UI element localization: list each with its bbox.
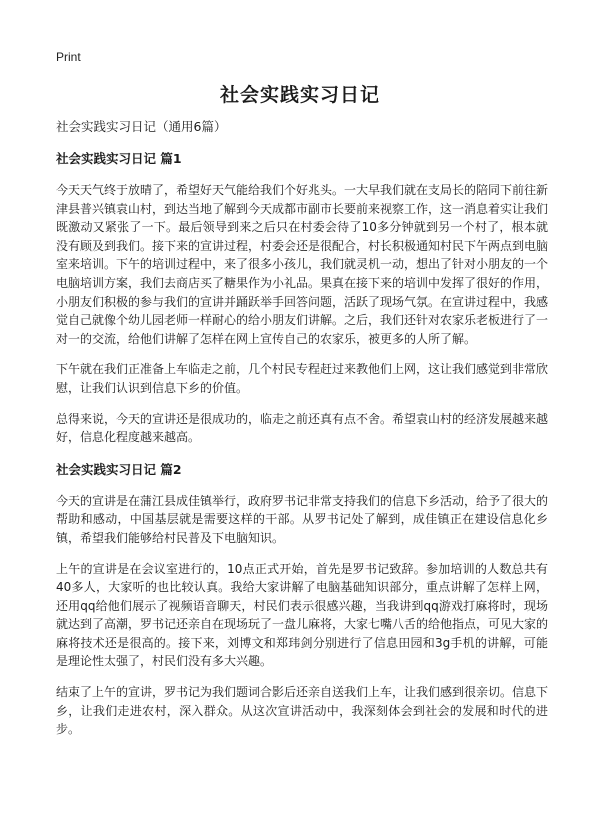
paragraph: 总得来说，今天的宣讲还是很成功的，临走之前还真有点不舍。希望袁山村的经济发展越来越好，信息化程度越来越高。 (56, 411, 549, 445)
paragraph: 上午的宣讲是在会议室进行的，10点正式开始，首先是罗书记致辞。参加培训的人数总共有40多人，大家听的也比较认真。我给大家讲解了电脑基础知识部分，重点讲解了怎样上网，还用qq给他们展示了视频语音聊天，村民们表示很感兴趣，当我讲到qq游戏打麻将时，现场就达到了高潮，罗书记还亲自在现场玩了一盘儿麻将，大家七嘴八舌的给他指点，可见大家的麻将技术还是很高的。接下来，刘博文和郑玮剑分别进行了信息田园和3g手机的讲解，可能是理论性太强了，村民们没有多大兴趣。 (56, 561, 549, 669)
document-title: 社会实践实习日记 (219, 84, 380, 106)
paragraph: 结束了上午的宣讲，罗书记为我们题词合影后还亲自送我们上车，让我们感到很亲切。信息下乡，让我们走进农村，深入群众。从这次宣讲活动中，我深刻体会到社会的发展和时代的进步。 (56, 685, 549, 737)
paragraph: 下午就在我们正准备上车临走之前，几个村民专程赶过来教他们上网，这让我们感觉到非常欣慰，让我们认识到信息下乡的价值。 (56, 362, 549, 395)
paragraph: 今天天气终于放晴了，希望好天气能给我们个好兆头。一大早我们就在支局长的陪同下前往新津县普兴镇袁山村，到达当地了解到今天成都市副市长要前来视察工作，这一消息着实让我们既激动又紧张了一下。最后领导到来之后只在村委会待了10多分钟就到另一个村了，根本就没有顾及到我们。接下来的宣讲过程，村委会还是很配合，村长积极通知村民下午两点到电脑室来培训。下午的培训过程中，来了很多小孩儿，我们就灵机一动，想出了针对小朋友的一个电脑培训方案，我们去商店买了糖果作为小礼品。果真在接下来的培训中发挥了很好的作用，小朋友们积极的参与我们的宣讲并踊跃举手回答问题，活跃了现场气氛。在宣讲过程中，我感觉自己就像个幼儿园老师一样耐心的给小朋友们讲解。之后，我们还针对农家乐老板进行了一对一的交流，给他们讲解了怎样在网上宣传自己的农家乐，被更多的人所了解。 (56, 183, 549, 346)
document-subtitle: 社会实践实习日记（通用6篇） (56, 119, 227, 134)
paragraph: 今天的宣讲是在蒲江县成佳镇举行，政府罗书记非常支持我们的信息下乡活动，给予了很大的帮助和感动，中国基层就是需要这样的干部。从罗书记处了解到，成佳镇正在建设信息化乡镇，希望我们能够给村民普及下电脑知识。 (56, 493, 549, 545)
print-link[interactable]: Print (56, 50, 81, 64)
section-2 (56, 461, 548, 739)
section-heading: 社会实践实习日记 篇2 (56, 461, 182, 477)
section-heading: 社会实践实习日记 篇1 (56, 151, 182, 166)
section-1 (56, 150, 548, 447)
document-body (56, 118, 548, 751)
